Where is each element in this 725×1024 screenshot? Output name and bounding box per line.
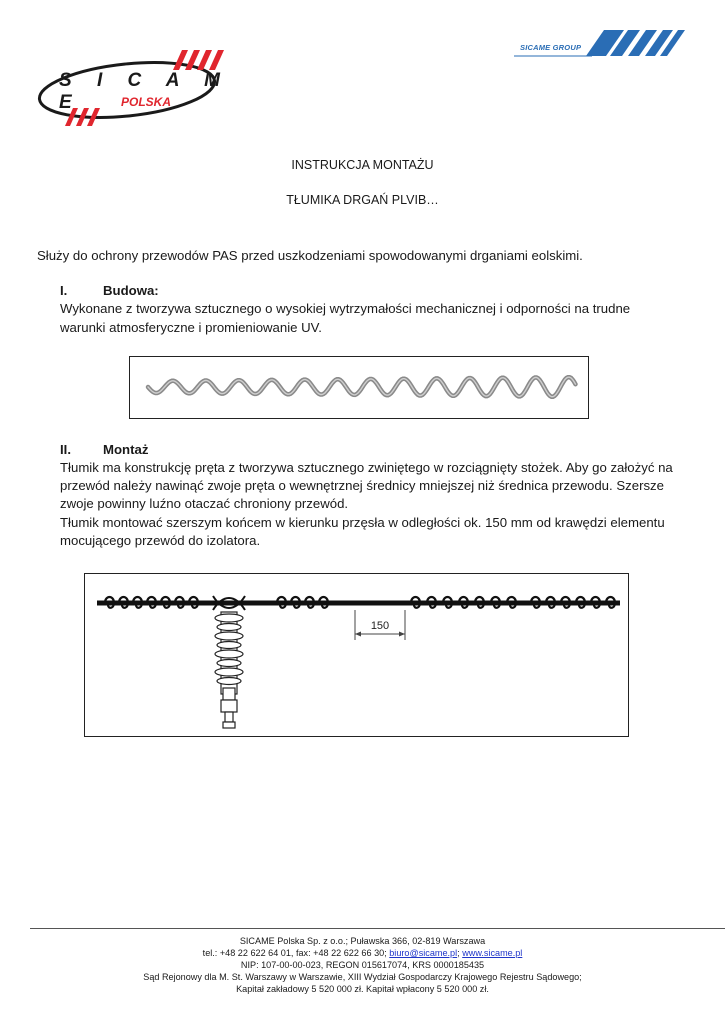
spiral-damper-illustration <box>130 357 588 418</box>
section-2-label: Montaż <box>103 442 149 457</box>
footer-phone-fax: tel.: +48 22 622 64 01, fax: +48 22 622 66 30; <box>202 948 390 958</box>
section-1-label: Budowa: <box>103 283 159 298</box>
email-link[interactable]: biuro@sicame.pl <box>389 948 458 958</box>
logo-sub-name: POLSKA <box>121 95 172 109</box>
document-title: INSTRUKCJA MONTAŻU <box>291 158 434 172</box>
footer-divider <box>30 928 725 929</box>
footer-registration: NIP: 107-00-00-023, REGON 015617074, KRS 0000185435 <box>240 960 485 970</box>
sicame-group-logo <box>512 26 687 58</box>
footer-contact <box>0 947 725 959</box>
group-logo-text: SICAME GROUP <box>520 43 582 52</box>
installation-figure <box>84 573 629 737</box>
section-2-line: mocującego przewód do izolatora. <box>60 533 261 548</box>
footer-company: SICAME Polska Sp. z o.o.; Puławska 366, 02-819 Warszawa <box>239 936 486 946</box>
damper-figure <box>129 356 589 419</box>
section-2-line: Tłumik ma konstrukcję pręta z tworzywa sztucznego zwiniętego w rozciągnięty stożek. Aby go założyć na <box>60 460 673 475</box>
intro-paragraph: Służy do ochrony przewodów PAS przed uszkodzeniami spowodowanymi drganiami eolskimi. <box>37 248 583 263</box>
document-subtitle: TŁUMIKA DRGAŃ PLVIB… <box>286 193 439 207</box>
logo-brand-name: S I C A M E <box>59 70 230 113</box>
dimension-label: 150 <box>370 620 390 632</box>
section-1-number: I. <box>60 283 68 298</box>
section-2-line: Tłumik montować szerszym końcem w kierunku przęsła w odległości ok. 150 mm od krawędzi elementu <box>60 515 665 530</box>
section-2-line: przewód należy nawinąć zwoje pręta o wewnętrznej średnicy mniejszej niż średnica przewodu. Szersze <box>60 478 664 493</box>
section-2-number: II. <box>60 442 71 457</box>
section-1-line: warunki atmosferyczne i promieniowanie UV. <box>60 320 322 335</box>
section-1-line: Wykonane z tworzywa sztucznego o wysokiej wytrzymałości mechanicznej i odporności na trudne <box>60 301 631 316</box>
footer-capital: Kapitał zakładowy 5 520 000 zł. Kapitał wpłacony 5 520 000 zł. <box>236 984 489 994</box>
section-2-line: zwoje powinny luźno otaczać chroniony przewód. <box>60 496 349 511</box>
group-logo-stripes-icon <box>512 26 687 58</box>
installation-drawing <box>85 574 628 736</box>
footer-court: Sąd Rejonowy dla M. St. Warszawy w Warszawie, XIII Wydział Gospodarczy Krajowego Rejestru Sądowego; <box>143 972 582 982</box>
insulator <box>215 612 243 728</box>
website-link[interactable]: www.sicame.pl <box>462 948 523 958</box>
footer-separator: ; <box>457 948 463 958</box>
sicame-polska-logo <box>35 50 230 128</box>
